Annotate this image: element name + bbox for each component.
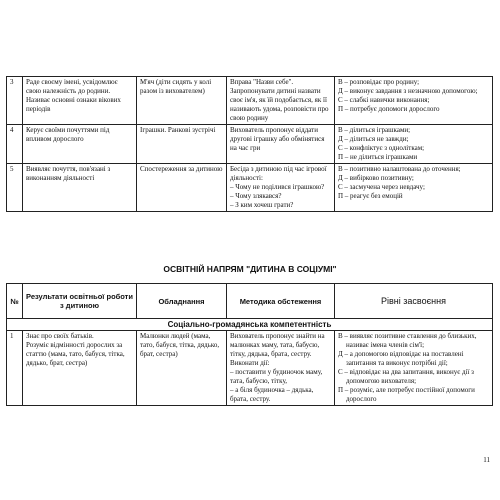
assessment-table-bottom — [6, 283, 493, 406]
header-equipment: Обладнання — [137, 284, 227, 319]
table-header-row — [7, 284, 493, 319]
method-cell — [227, 331, 335, 406]
levels-cell — [335, 77, 493, 125]
situation-cell: Іграшки. Ранкові зустрічі — [137, 125, 227, 164]
assessment-table-top — [6, 76, 493, 212]
method-line: – поставити у будиночок маму, тата, бабусю, тітку, — [230, 368, 323, 385]
table-row — [7, 164, 493, 212]
row-number: 4 — [7, 125, 23, 164]
result-line: Знає про своїх батьків. — [26, 332, 94, 340]
situation-cell: М'яч (діти сидять у колі разом із вихователем) — [137, 77, 227, 125]
level-item: С – засмучена через невдачу; — [338, 183, 425, 191]
level-item: В – розповідає про родину; — [338, 78, 420, 86]
result-line: Розуміє відмінності дорослих за статтю (мама, тато, бабуся, тітка, дядько, брат, сестра) — [26, 341, 125, 367]
level-item: П – реагує без емоцій — [338, 192, 403, 200]
level-item: В – позитивно налаштована до оточення; — [338, 165, 461, 173]
table-row — [7, 331, 493, 406]
level-item: Д – а допомогою відповідає на поставлені запитання та виконує потрібні дії; — [338, 350, 464, 367]
level-item: С – відповідає на два запитання, виконує дії з допомогою вихователя; — [338, 368, 474, 385]
level-item: Д – вибірково позитивну; — [338, 174, 414, 182]
result-cell: Виявляє почуття, пов'язані з виконанням діяльності — [23, 164, 137, 212]
equipment-cell: Малюнки людей (мама, тато, бабуся, тітка, дядько, брат, сестра) — [137, 331, 227, 406]
page-number: 11 — [483, 456, 490, 464]
level-item: Д – ділиться не завжди; — [338, 135, 409, 143]
levels-cell — [335, 125, 493, 164]
level-item: П – не ділиться іграшками — [338, 153, 418, 161]
competence-subheader: Соціально-громадянська компетентність — [7, 319, 493, 331]
method-line: – Чому не поділився іграшкою? — [230, 183, 325, 191]
table-row — [7, 125, 493, 164]
row-number: 1 — [7, 331, 23, 406]
level-item: С – слабкі навички виконання; — [338, 96, 430, 104]
level-item: Д – виконує завдання з незначною допомогою; — [338, 87, 478, 95]
method-line: – а біля будиночка – дядька, брата, сестру. — [230, 386, 314, 403]
row-number: 3 — [7, 77, 23, 125]
method-line: – Чому злякався? — [230, 192, 282, 200]
header-result: Результати освітньої роботи з дитиною — [23, 284, 137, 319]
table-subheader-row — [7, 319, 493, 331]
level-item: В – ділиться іграшками; — [338, 126, 411, 134]
level-item: П – розуміє, але потребує постійної допомоги дорослого — [338, 386, 475, 403]
levels-cell — [335, 331, 493, 406]
method-line: Вихователь пропонує знайти на малюнках маму, тата, бабусю, тітку, дядька, брата, сестру. Виконати дії: — [230, 332, 325, 367]
level-item: В – виявляє позитивне ставлення до близьких, називає імена членів сім'ї; — [338, 332, 477, 349]
result-cell: Керує своїми почуттями під впливом дорослого — [23, 125, 137, 164]
header-method: Методика обстеження — [227, 284, 335, 319]
section-title: ОСВІТНІЙ НАПРЯМ "ДИТИНА В СОЦІУМІ" — [163, 264, 337, 274]
level-item: П – потребує допомоги дорослого — [338, 105, 440, 113]
method-line: Бесіда з дитиною під час ігрової діяльності: — [230, 165, 327, 182]
result-cell: Раде своєму імені, усвідомлює свою належність до родини. Називає основні ознаки вікових періодів — [23, 77, 137, 125]
situation-cell: Спостереження за дитиною — [137, 164, 227, 212]
method-cell — [227, 164, 335, 212]
result-cell — [23, 331, 137, 406]
method-cell: Вихователь пропонує віддати другові іграшку або обмінятися на час гри — [227, 125, 335, 164]
method-line: – З ким хочеш грати? — [230, 201, 294, 209]
levels-cell — [335, 164, 493, 212]
header-num: № — [7, 284, 23, 319]
header-levels: Рівні засвоєння — [335, 284, 493, 319]
row-number: 5 — [7, 164, 23, 212]
method-cell: Вправа "Назви себе". Запропонувати дитині назвати своє ім'я, як їй подобається, як її називають удома, розповісти про свою родину — [227, 77, 335, 125]
level-item: С – конфліктує з одноліткам; — [338, 144, 425, 152]
table-row — [7, 77, 493, 125]
